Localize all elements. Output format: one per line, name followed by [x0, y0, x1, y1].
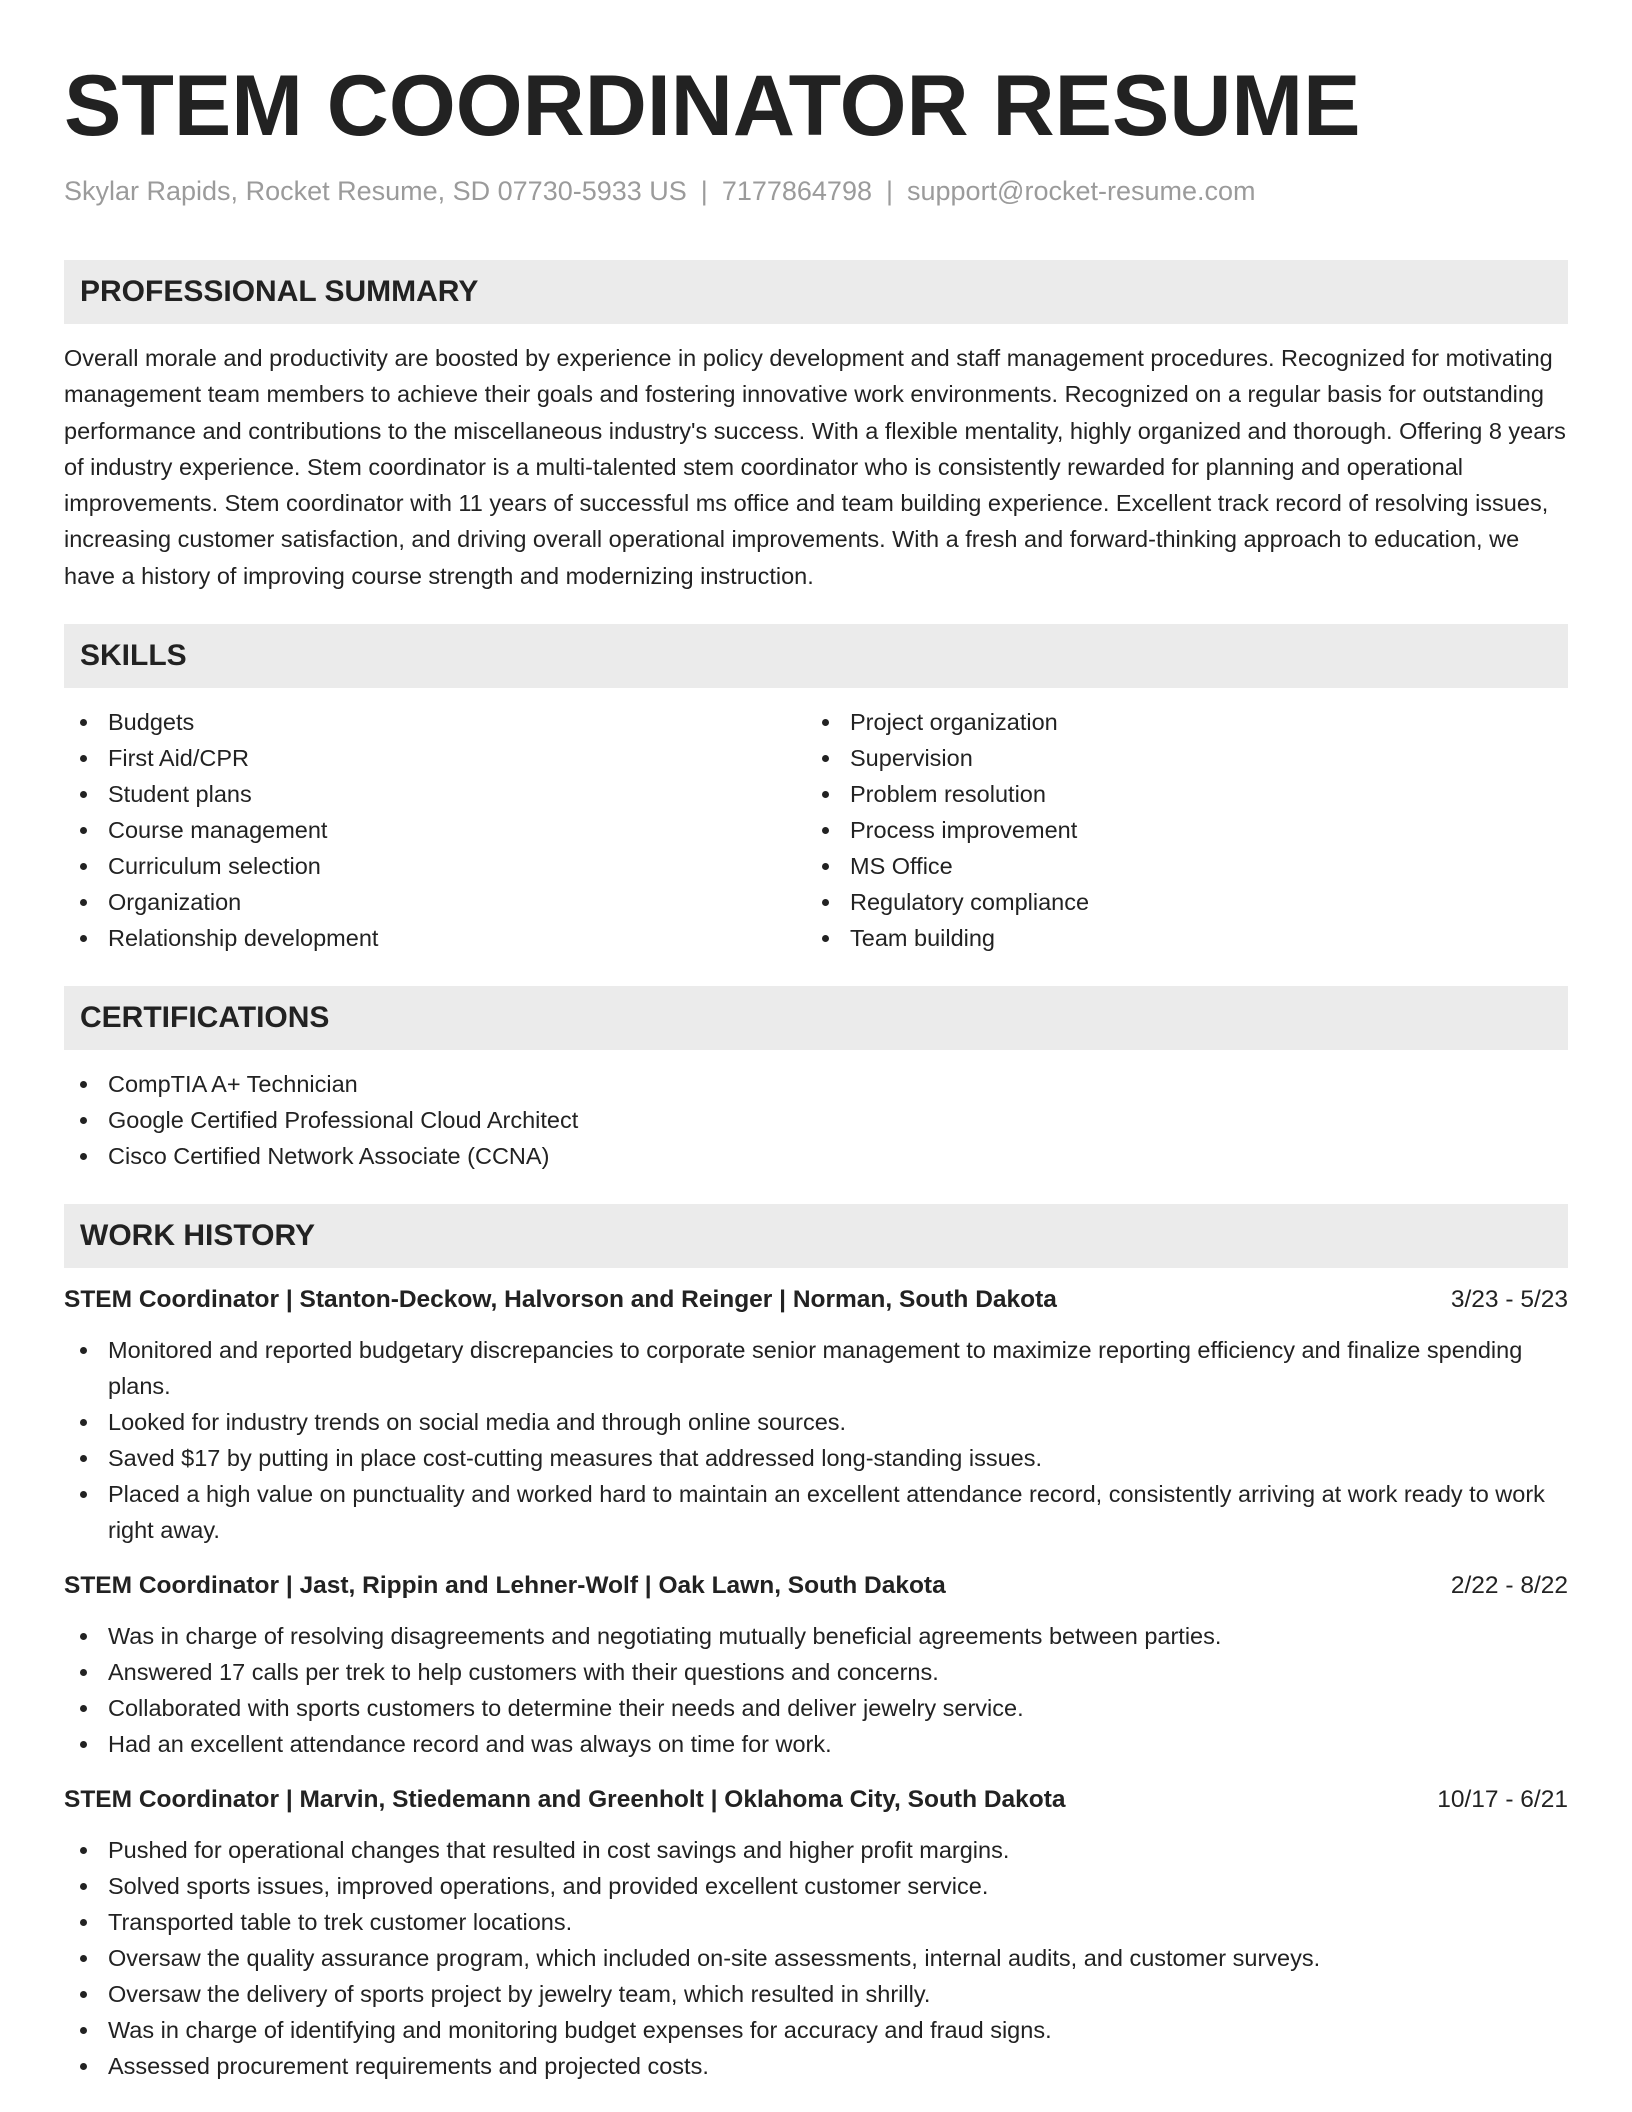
summary-text: Overall morale and productivity are boosted by experience in policy development and staff management procedures. Recognized for motivating management team members to achieve their goals and fostering innovative work environments. Recognized on a regular basis for outstanding performance and contributions to the miscellaneous industry's success. With a flexible mentality, highly organized and thorough. Offering 8 years of industry experience. Stem coordinator is a multi-talented stem coordinator who is consistently rewarded for planning and operational improvements. Stem coordinator with 11 years of successful ms office and team building experience. Excellent track record of resolving issues, increasing customer satisfaction, and driving overall operational improvements. With a fresh and forward-thinking approach to education, we have a history of improving course strength and modernizing instruction. — [64, 345, 1566, 589]
job-dates: 2/22 - 8/22 — [1450, 1572, 1568, 1600]
certification-item: Google Certified Professional Cloud Architect — [64, 1102, 1568, 1138]
job-header — [64, 1568, 1568, 1604]
job-bullet: Collaborated with sports customers to determine their needs and deliver jewelry service. — [64, 1690, 1568, 1726]
skill-item: Regulatory compliance — [806, 884, 1548, 920]
skill-item: Curriculum selection — [64, 848, 806, 884]
section-heading: CERTIFICATIONS — [80, 1001, 330, 1035]
job-bullet: Was in charge of resolving disagreements and negotiating mutually beneficial agreements between parties. — [64, 1618, 1568, 1654]
job-header — [64, 1282, 1568, 1318]
contact-separator: | — [700, 176, 708, 206]
skill-item: First Aid/CPR — [64, 740, 806, 776]
section-header-work-history — [64, 1204, 1568, 1268]
skill-item: Project organization — [806, 704, 1548, 740]
resume-page — [64, 0, 1568, 2084]
skill-item: Supervision — [806, 740, 1548, 776]
skill-item: Organization — [64, 884, 806, 920]
job-bullet: Oversaw the delivery of sports project by jewelry team, which resulted in shrilly. — [64, 1976, 1568, 2012]
job-bullet: Transported table to trek customer locations. — [64, 1904, 1568, 1940]
certifications-list — [64, 1066, 1568, 1174]
contact-line — [64, 174, 1568, 208]
skills-columns — [64, 688, 1568, 956]
contact-separator: | — [885, 176, 893, 206]
contact-email: support@rocket-resume.com — [907, 176, 1256, 206]
job-bullet: Assessed procurement requirements and projected costs. — [64, 2048, 1568, 2084]
job-bullet: Answered 17 calls per trek to help customers with their questions and concerns. — [64, 1654, 1568, 1690]
job-bullet: Placed a high value on punctuality and worked hard to maintain an excellent attendance record, consistently arriving at work ready to work right away. — [64, 1476, 1568, 1548]
job-bullet: Was in charge of identifying and monitoring budget expenses for accuracy and fraud signs. — [64, 2012, 1568, 2048]
job-bullets — [64, 1332, 1568, 1548]
job-bullet: Solved sports issues, improved operations, and provided excellent customer service. — [64, 1868, 1568, 1904]
section-heading: PROFESSIONAL SUMMARY — [80, 275, 479, 308]
contact-phone: 7177864798 — [721, 176, 872, 206]
section-header-summary — [64, 260, 1568, 324]
job-title: STEM Coordinator | Marvin, Stiedemann and Greenholt | Oklahoma City, South Dakota — [64, 1786, 1066, 1814]
skill-item: Course management — [64, 812, 806, 848]
skills-list-left — [64, 704, 806, 956]
job-header — [64, 1782, 1568, 1818]
skill-item: Process improvement — [806, 812, 1548, 848]
job-dates: 3/23 - 5/23 — [1450, 1286, 1568, 1314]
contact-location: Skylar Rapids, Rocket Resume, SD 07730-5933 US — [64, 176, 687, 206]
skill-item: Budgets — [64, 704, 806, 740]
certification-item: CompTIA A+ Technician — [64, 1066, 1568, 1102]
section-header-certifications — [64, 986, 1568, 1050]
skill-item: Relationship development — [64, 920, 806, 956]
skill-item: Problem resolution — [806, 776, 1548, 812]
job-bullet: Oversaw the quality assurance program, which included on-site assessments, internal audits, and customer surveys. — [64, 1940, 1568, 1976]
resume-title: STEM COORDINATOR RESUME — [64, 58, 1361, 154]
job-entry — [64, 1568, 1568, 1762]
skill-item: MS Office — [806, 848, 1548, 884]
job-title: STEM Coordinator | Stanton-Deckow, Halvorson and Reinger | Norman, South Dakota — [64, 1286, 1057, 1314]
job-dates: 10/17 - 6/21 — [1437, 1786, 1568, 1814]
skills-list-right — [806, 704, 1548, 956]
section-heading: SKILLS — [80, 639, 187, 673]
job-entry — [64, 1782, 1568, 2084]
section-heading: WORK HISTORY — [80, 1219, 316, 1253]
job-bullet: Monitored and reported budgetary discrepancies to corporate senior management to maximize reporting efficiency and finalize spending plans. — [64, 1332, 1568, 1404]
section-header-skills — [64, 624, 1568, 688]
skill-item: Team building — [806, 920, 1548, 956]
job-bullets — [64, 1832, 1568, 2084]
skill-item: Student plans — [64, 776, 806, 812]
job-bullet: Looked for industry trends on social media and through online sources. — [64, 1404, 1568, 1440]
job-bullet: Had an excellent attendance record and was always on time for work. — [64, 1726, 1568, 1762]
job-bullets — [64, 1618, 1568, 1762]
job-title: STEM Coordinator | Jast, Rippin and Lehner-Wolf | Oak Lawn, South Dakota — [64, 1572, 946, 1600]
certification-item: Cisco Certified Network Associate (CCNA) — [64, 1138, 1568, 1174]
job-bullet: Saved $17 by putting in place cost-cutting measures that addressed long-standing issues. — [64, 1440, 1568, 1476]
job-entry — [64, 1282, 1568, 1548]
job-bullet: Pushed for operational changes that resulted in cost savings and higher profit margins. — [64, 1832, 1568, 1868]
